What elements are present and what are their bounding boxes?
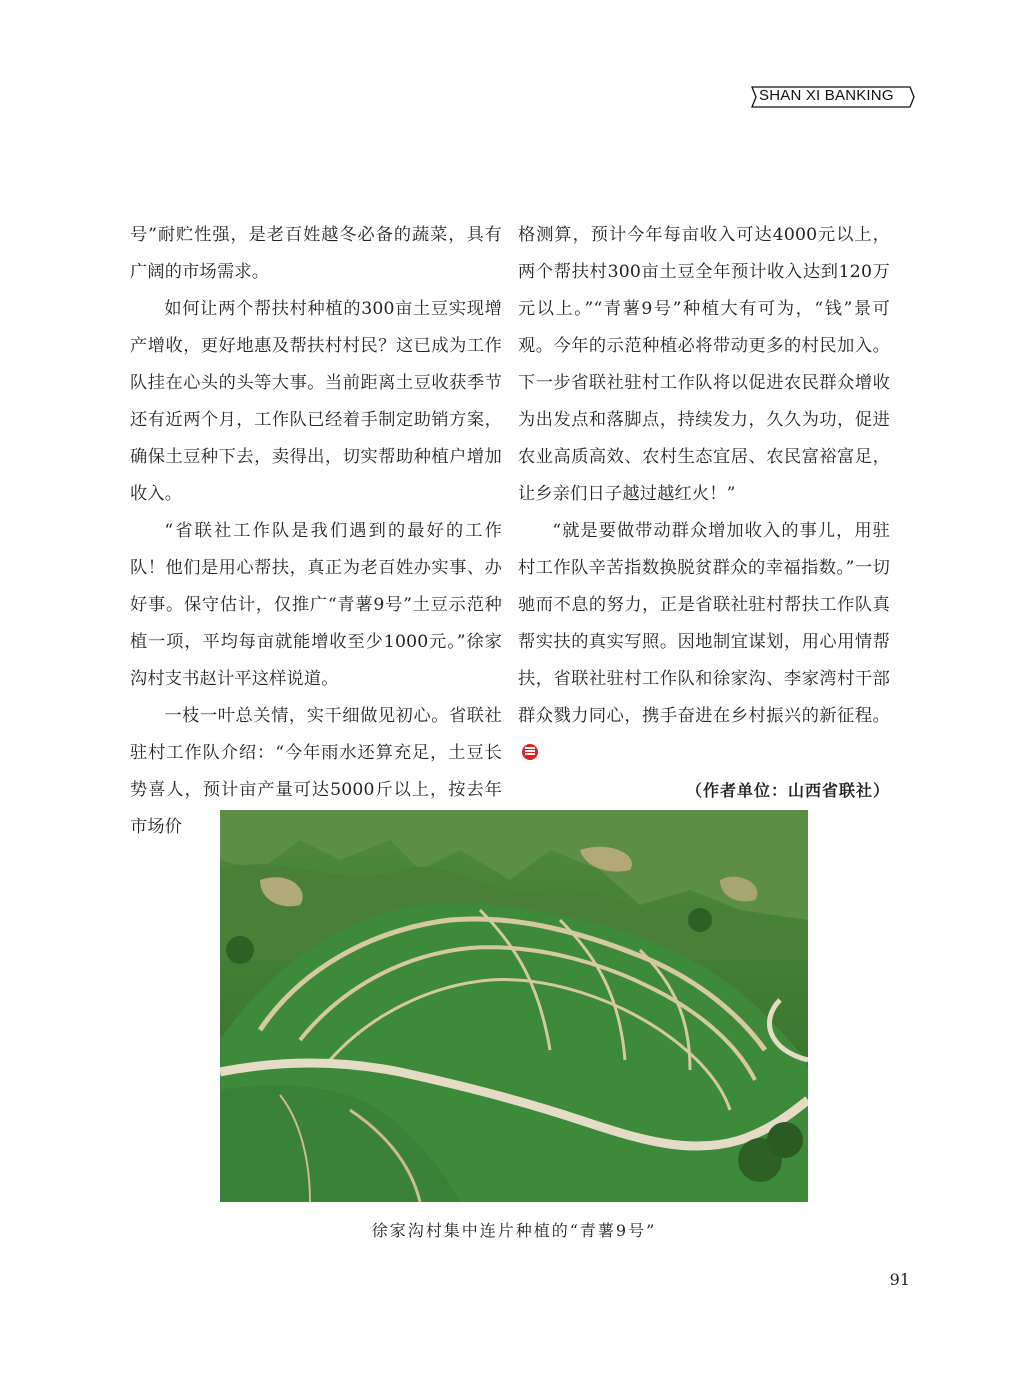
section-header-badge — [750, 86, 910, 108]
paragraph: “省联社工作队是我们遇到的最好的工作队！他们是用心帮扶，真正为老百姓办实事、办好事。保守估计，仅推广“青薯9号”土豆示范种植一项，平均每亩就能增收至少1000元。”徐家沟村支书赵计平这样说道。 — [130, 521, 502, 689]
paragraph: 如何让两个帮扶村种植的300亩土豆实现增产增收，更好地惠及帮扶村村民？这已成为工作队挂在心头的头等大事。当前距离土豆收获季节还有近两个月，工作队已经着手制定助销方案，确保土豆种下去，卖得出，切实帮助种植户增加收入。 — [130, 299, 502, 504]
right-text-column — [518, 217, 890, 809]
paragraph-text: “就是要做带动群众增加收入的事儿，用驻村工作队辛苦指数换脱贫群众的幸福指数。”一切驰而不息的努力，正是省联社驻村帮扶工作队真帮实扶的真实写照。因地制宜谋划，用心用情帮扶，省联社驻村工作队和徐家沟、李家湾村干部群众戮力同心，携手奋进在乡村振兴的新征程。 — [518, 521, 890, 726]
article-end-mark-icon — [522, 744, 538, 760]
photo-caption: 徐家沟村集中连片种植的“青薯9号” — [371, 1221, 657, 1240]
author-affiliation: （作者单位：山西省联社） — [685, 781, 890, 800]
page-number: 91 — [889, 1270, 910, 1289]
terraced-fields-photo — [220, 810, 808, 1202]
paragraph: 格测算，预计今年每亩收入可达4000元以上，两个帮扶村300亩土豆全年预计收入达到120万元以上。”“青薯9号”种植大有可为，“钱”景可观。今年的示范种植必将带动更多的村民加入。下一步省联社驻村工作队将以促进农民群众增收为出发点和落脚点，持续发力，久久为功，促进农业高质高效、农村生态宜居、农民富裕富足，让乡亲们日子越过越红火！” — [518, 225, 890, 504]
terraced-fields-illustration-icon — [220, 810, 808, 1202]
paragraph-final — [518, 513, 890, 772]
section-header-label: SHAN XI BANKING — [759, 87, 894, 104]
left-text-column — [130, 217, 502, 846]
paragraph: 号”耐贮性强，是老百姓越冬必备的蔬菜，具有广阔的市场需求。 — [130, 225, 502, 282]
paragraph: 一枝一叶总关情，实干细做见初心。省联社驻村工作队介绍：“今年雨水还算充足，土豆长势喜人，预计亩产量可达5000斤以上，按去年市场价 — [130, 706, 502, 837]
